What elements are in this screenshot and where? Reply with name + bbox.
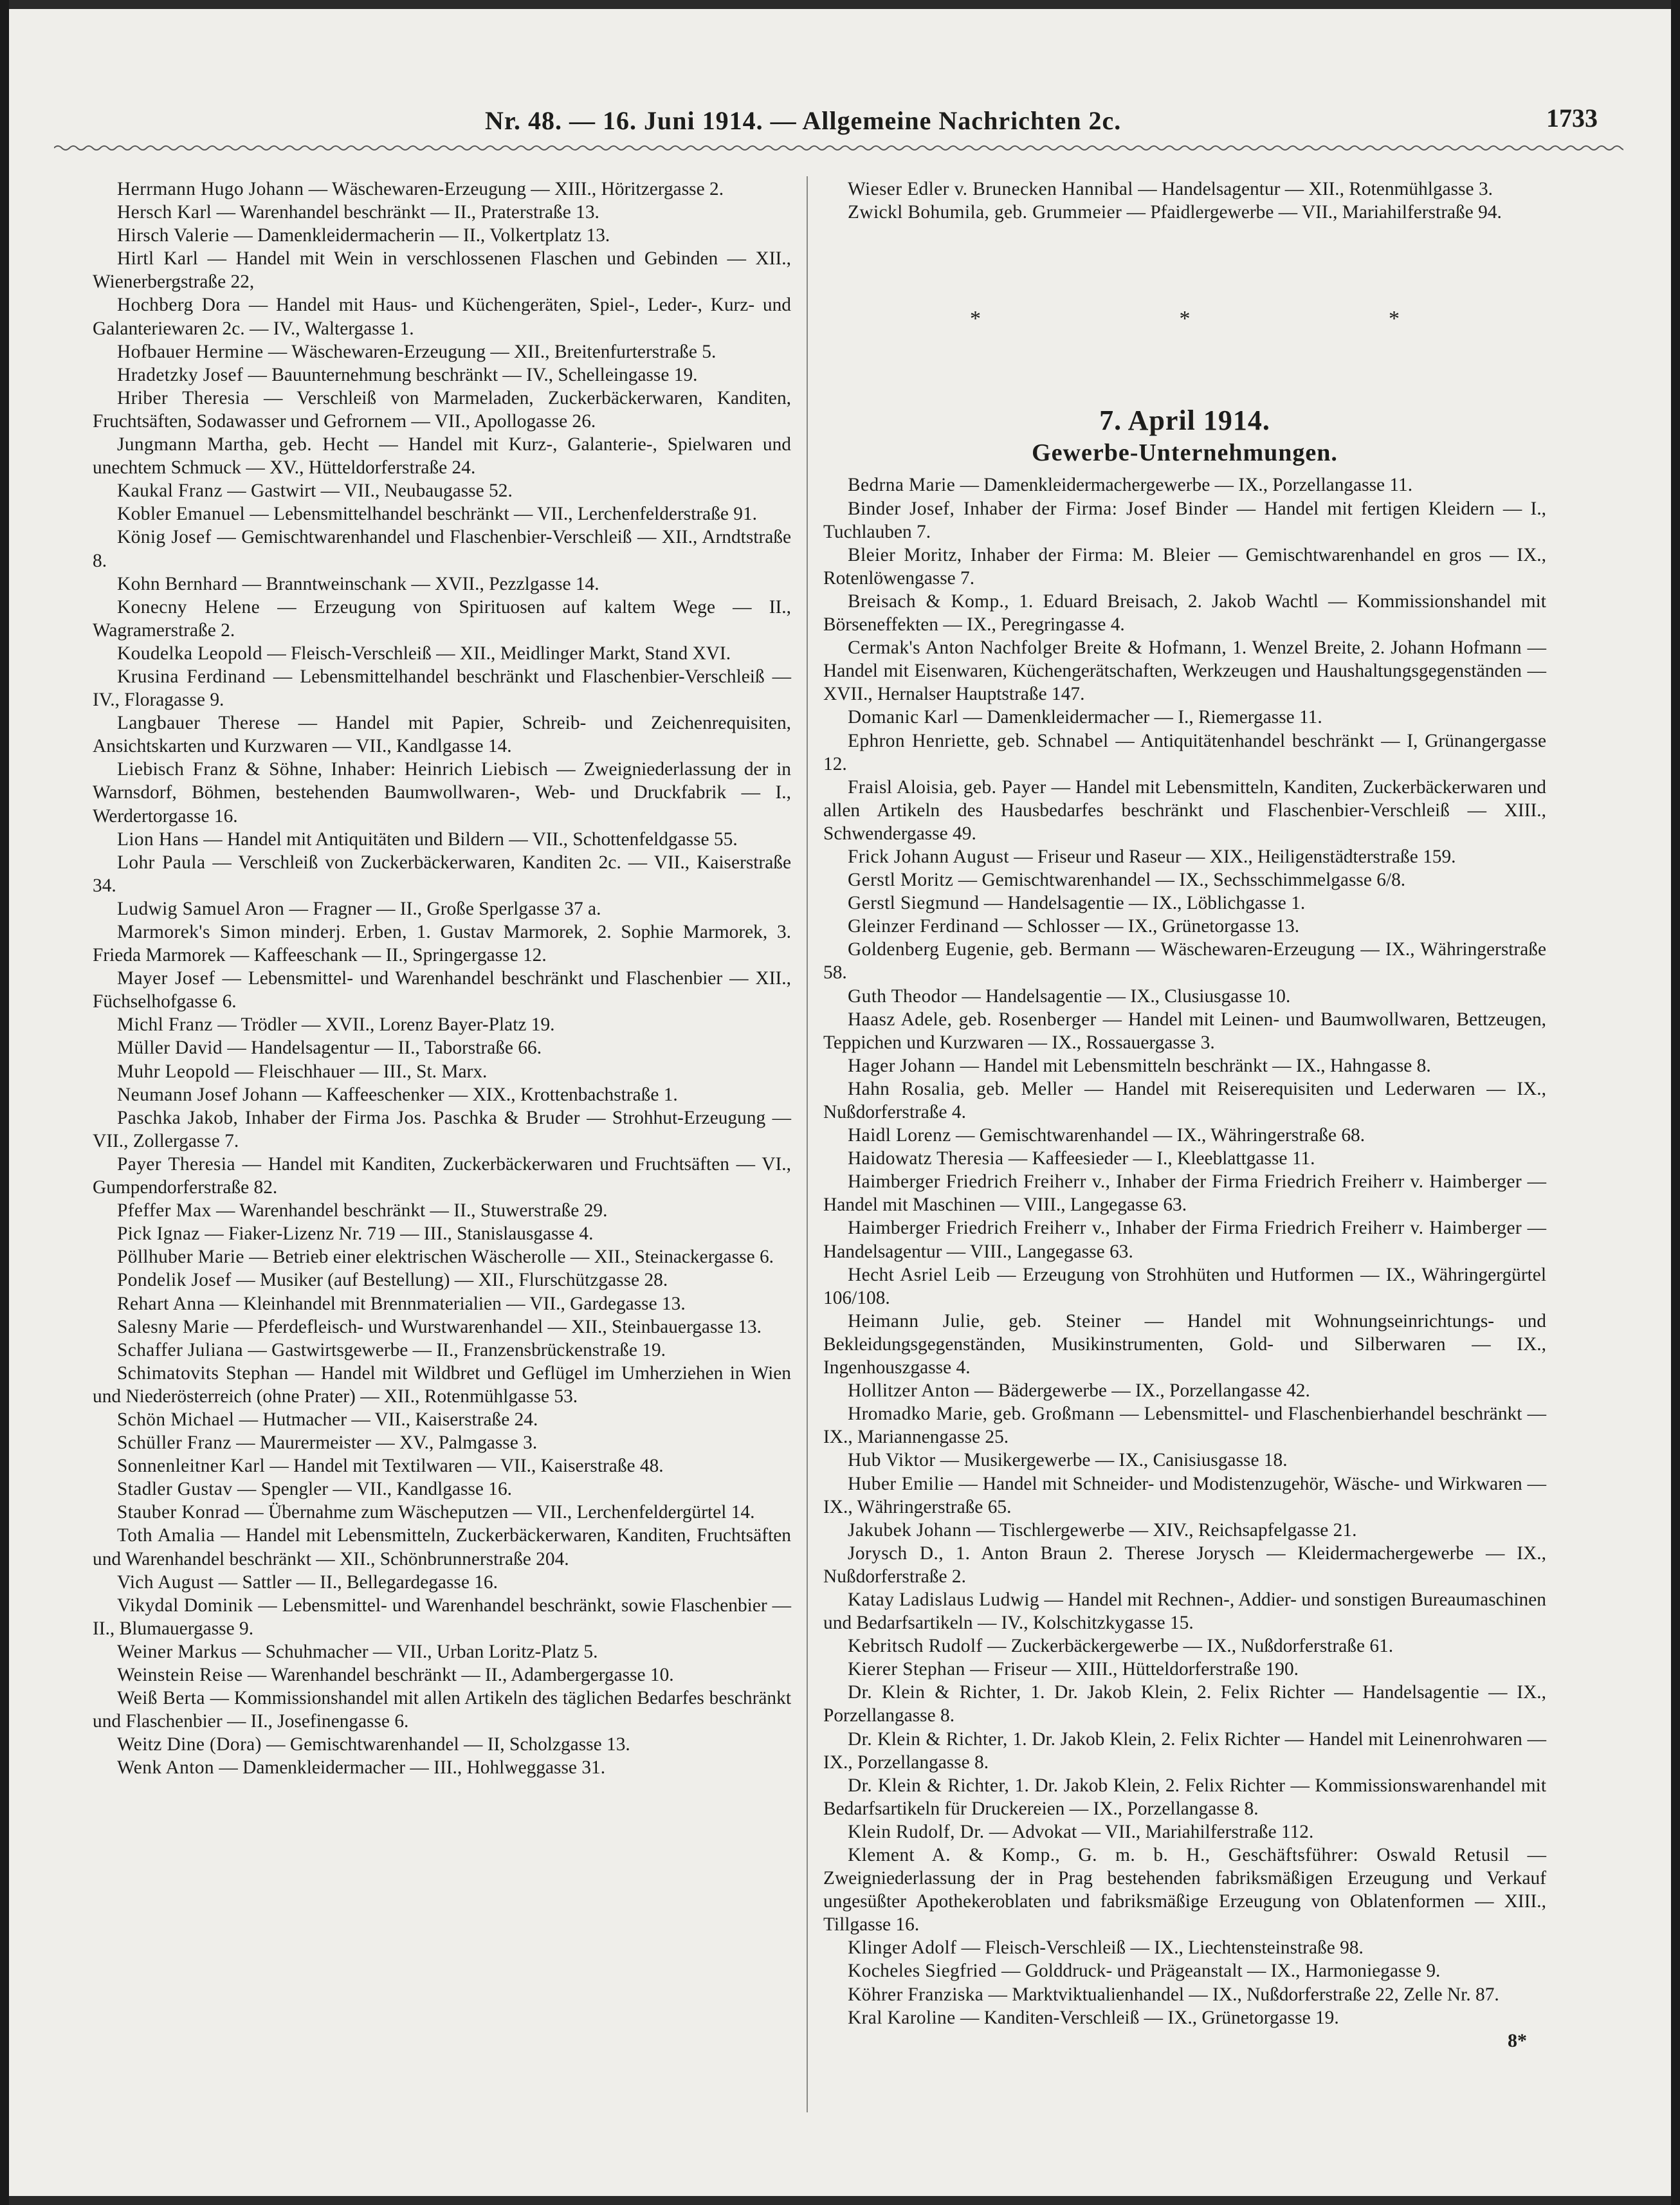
entry-text: 1. Anton Braun 2. Therese Jorysch — Kleidermachergewerbe — IX., Nußdorferstraße 2. bbox=[823, 1542, 1546, 1587]
register-entry bbox=[93, 526, 791, 572]
register-entry bbox=[93, 828, 791, 851]
entry-name: Hochberg Dora bbox=[117, 295, 241, 316]
register-entry bbox=[823, 1844, 1546, 1936]
entry-text: — Branntweinschank — XVII., Pezzlgasse 14. bbox=[242, 573, 599, 594]
entry-name: Hriber Theresia bbox=[117, 387, 250, 408]
entry-text: — Warenhandel beschränkt — II., Praterstraße 13. bbox=[216, 202, 599, 223]
entry-name: Wenk Anton bbox=[117, 1757, 215, 1779]
section-title: Gewerbe-Unternehmungen. bbox=[1032, 439, 1338, 467]
entry-name: Klein Rudolf, Dr. bbox=[848, 1821, 985, 1842]
entry-name: Guth Theodor bbox=[848, 985, 957, 1007]
register-entry bbox=[93, 596, 791, 642]
register-entry bbox=[823, 1263, 1546, 1310]
entry-text: — Hutmacher — VII., Kaiserstraße 24. bbox=[239, 1409, 538, 1430]
entry-name: Pick Ignaz bbox=[117, 1223, 200, 1245]
entry-name: Hub Viktor bbox=[848, 1450, 936, 1471]
entry-text: — Pfaidlergewerbe — VII., Mariahilferstraße 94. bbox=[1126, 202, 1502, 223]
register-entry bbox=[823, 776, 1546, 845]
register-entry bbox=[93, 1571, 791, 1594]
entry-name: Hollitzer Anton bbox=[848, 1380, 970, 1402]
entry-name: Dr. Klein & Richter, bbox=[848, 1728, 1008, 1750]
entry-text: — Damenkleidermachergewerbe — IX., Porzellangasse 11. bbox=[960, 475, 1413, 496]
entry-text: — Damenkleidermacher — III., Hohlweggasse 31. bbox=[219, 1757, 606, 1779]
entry-text: — Trödler — XVII., Lorenz Bayer-Platz 19. bbox=[217, 1014, 555, 1036]
entry-text: — Zweigniederlassung der in Prag bestehenden fabriksmäßigen Erzeugung und Verkauf ungesüßter Apothekeroblaten und fabriksmäßige Erzeugung von Oblatenformen — XIII., Tillgasse 16. bbox=[823, 1845, 1546, 1935]
entry-text: — Wäschewaren-Erzeugung — IX., Währingerstraße 58. bbox=[823, 939, 1546, 984]
entry-name: Haimberger Friedrich Freiherr v., Inhaber der Firma Friedrich Freiherr v. Haimberger bbox=[848, 1171, 1522, 1193]
register-entry bbox=[823, 1681, 1546, 1727]
register-entry bbox=[823, 1216, 1546, 1263]
entry-text: — Kaffeeschenker — XIX., Krottenbachstraße 1. bbox=[302, 1084, 678, 1105]
entry-name: Liebisch Franz & Söhne, Inhaber: Heinrich Liebisch bbox=[117, 759, 549, 780]
entry-name: Koudelka Leopold bbox=[117, 643, 262, 664]
entry-text: — Lebensmittel- und Warenhandel beschränkt und Flaschenbier — XII., Füchselhofgasse 6. bbox=[93, 968, 791, 1012]
entry-name: Sonnenleitner Karl bbox=[117, 1456, 266, 1477]
register-entry bbox=[93, 711, 791, 758]
register-entry bbox=[823, 1008, 1546, 1054]
entry-name: Zwickl Bohumila, geb. Grummeier bbox=[848, 202, 1122, 223]
entry-name: Bedrna Marie bbox=[848, 475, 956, 496]
register-entry bbox=[823, 1379, 1546, 1402]
entry-name: Hahn Rosalia, geb. Meller bbox=[848, 1078, 1073, 1099]
scan-edge-right bbox=[1671, 0, 1680, 2205]
column-divider bbox=[807, 176, 808, 2112]
entry-name: Hager Johann bbox=[848, 1055, 956, 1076]
entry-name: Huber Emilie bbox=[848, 1473, 954, 1494]
entry-name: Pfeffer Max bbox=[117, 1200, 212, 1221]
entry-name: Lion Hans bbox=[117, 828, 199, 850]
register-entry bbox=[823, 201, 1546, 224]
entry-name: Gerstl Siegmund bbox=[848, 893, 980, 914]
entry-text: — Zuckerbäckergewerbe — IX., Nußdorferstraße 61. bbox=[987, 1636, 1394, 1657]
entry-text: — Handel mit Wein in verschlossenen Flaschen und Gebinden — XII., Wienerbergstraße 22, bbox=[93, 248, 791, 293]
register-entry bbox=[823, 1634, 1546, 1658]
entry-name: Katay Ladislaus Ludwig bbox=[848, 1589, 1039, 1610]
entry-name: Jorysch D., bbox=[848, 1542, 944, 1564]
right-column-top-entries bbox=[823, 178, 1546, 224]
entry-name: Marmorek's Simon minderj. Erben, bbox=[117, 922, 407, 942]
entry-name: Köhrer Franziska bbox=[848, 1984, 984, 2005]
register-entry bbox=[93, 897, 791, 920]
page-header bbox=[54, 99, 1623, 148]
entry-text: — Handel mit Papier, Schreib- und Zeichenrequisiten, Ansichtskarten und Kurzwaren — VII., Kandlgasse 14. bbox=[93, 713, 792, 757]
header-wavy-rule bbox=[54, 143, 1623, 153]
register-entry bbox=[823, 1728, 1546, 1774]
entry-text: — Kanditen-Verschleiß — IX., Grünetorgasse 19. bbox=[960, 2007, 1339, 2028]
register-entry bbox=[93, 1663, 791, 1687]
entry-name: Frick Johann August bbox=[848, 846, 1009, 867]
entry-text: — Fleisch-Verschleiß — IX., Liechtensteinstraße 98. bbox=[961, 1937, 1364, 1959]
entry-text: — Damenkleidermacher — I., Riemergasse 11. bbox=[963, 707, 1322, 728]
register-entry bbox=[823, 1310, 1546, 1379]
entry-text: — Warenhandel beschränkt — II., Stuwerstraße 29. bbox=[216, 1200, 608, 1221]
left-column bbox=[93, 178, 791, 1779]
entry-text: — Handel mit Antiquitäten und Bildern — VII., Schottenfeldgasse 55. bbox=[203, 828, 738, 850]
entry-text: — Verschleiß von Marmeladen, Zuckerbäckerwaren, Kanditen, Fruchtsäften, Sodawasser und Gefrornem — VII., Apollogasse 26. bbox=[93, 387, 791, 432]
register-entry bbox=[823, 1054, 1546, 1077]
entry-name: Payer Theresia bbox=[117, 1153, 235, 1175]
register-entry bbox=[93, 758, 791, 827]
entry-text: — Tischlergewerbe — XIV., Reichsapfelgasse 21. bbox=[976, 1519, 1357, 1541]
entry-text: — Handel mit Kurz-, Galanterie-, Spielwaren und unechtem Schmuck — XV., Hütteldorferstraße 24. bbox=[93, 434, 791, 479]
register-entry bbox=[823, 1542, 1546, 1588]
entry-name: Kaukal Franz bbox=[117, 480, 223, 502]
entry-name: Klinger Adolf bbox=[848, 1937, 957, 1959]
entry-name: Kierer Stephan bbox=[848, 1659, 965, 1680]
entry-text: — Lebensmittel- und Warenhandel beschränkt, sowie Flaschenbier — II., Blumauergasse 9. bbox=[93, 1595, 791, 1639]
entry-text: — Lebensmittelhandel beschränkt — VII., Lerchenfelderstraße 91. bbox=[250, 504, 758, 525]
entry-text: — Schlosser — IX., Grünetorgasse 13. bbox=[1003, 916, 1300, 937]
register-entry bbox=[93, 665, 791, 711]
register-entry bbox=[93, 1013, 791, 1036]
entry-name: Hirsch Valerie bbox=[117, 225, 229, 246]
entry-text: 1. Gustav Marmorek, 2. Sophie Marmorek, 3. Frieda Marmorek — Kaffeeschank — II., Springergasse 12. bbox=[93, 922, 791, 966]
entry-name: Schön Michael bbox=[117, 1409, 235, 1430]
entry-text: — Bauunternehmung beschränkt — IV., Schelleingasse 19. bbox=[248, 364, 698, 385]
register-entry bbox=[93, 1083, 791, 1106]
entry-name: König Josef bbox=[117, 527, 212, 548]
register-entry bbox=[93, 1756, 791, 1779]
entry-text: — Handelsagentie — IX., Clusiusgasse 10. bbox=[962, 985, 1291, 1007]
entry-name: Weiß Berta bbox=[117, 1688, 205, 1709]
entry-name: Hersch Karl bbox=[117, 202, 212, 223]
register-entry bbox=[93, 363, 791, 387]
entry-text: — Kaffeesieder — I., Kleeblattgasse 11. bbox=[1008, 1148, 1315, 1169]
entry-name: Klement A. & Komp., G. m. b. H., Geschäftsführer: Oswald Retusil bbox=[848, 1845, 1510, 1865]
entry-text: — Gemischtwarenhandel — IX., Sechsschimmelgasse 6/8. bbox=[958, 870, 1406, 891]
entry-text: — Handel mit Kanditen, Zuckerbäckerwaren und Fruchtsäften — VI., Gumpendorferstraße 82. bbox=[93, 1153, 791, 1198]
entry-name: Hromadko Marie, geb. Großmann bbox=[848, 1404, 1115, 1425]
entry-text: — Gemischtwarenhandel en gros — IX., Rotenlöwengasse 7. bbox=[823, 544, 1546, 589]
register-entry bbox=[823, 985, 1546, 1008]
entry-name: Gerstl Moritz bbox=[848, 870, 954, 891]
scan-edge-left bbox=[0, 0, 9, 2205]
entry-text: — Handel mit Lebensmitteln, Zuckerbäckerwaren, Kanditen, Fruchtsäften und Warenhandel beschränkt — XII., Schönbrunnerstraße 204. bbox=[93, 1525, 791, 1569]
entry-name: Pondelik Josef bbox=[117, 1270, 232, 1291]
register-entry bbox=[823, 590, 1546, 636]
entry-text: — Lebensmittel- und Flaschenbierhandel beschränkt — IX., Mariannengasse 25. bbox=[823, 1404, 1546, 1448]
newspaper-page bbox=[9, 9, 1671, 2196]
register-entry bbox=[93, 1431, 791, 1454]
entry-name: Salesny Marie bbox=[117, 1316, 230, 1337]
register-entry bbox=[823, 1936, 1546, 1959]
register-entry bbox=[93, 642, 791, 665]
register-entry bbox=[823, 868, 1546, 892]
section-separator: * * * bbox=[970, 307, 1496, 331]
register-entry bbox=[93, 1501, 791, 1524]
entry-text: — Friseur — XIII., Hütteldorferstraße 190. bbox=[970, 1659, 1299, 1680]
entry-text: — Fleischhauer — III., St. Marx. bbox=[234, 1061, 488, 1082]
entry-text: — Handelsagentur — VIII., Langegasse 63. bbox=[823, 1218, 1546, 1262]
register-entry bbox=[93, 1292, 791, 1315]
entry-text: — Erzeugung von Spirituosen auf kaltem Wege — II., Wagramerstraße 2. bbox=[93, 596, 792, 641]
register-entry bbox=[93, 1640, 791, 1663]
register-entry bbox=[823, 938, 1546, 984]
register-entry bbox=[93, 967, 791, 1013]
entry-text: — Fiaker-Lizenz Nr. 719 — III., Stanislausgasse 4. bbox=[205, 1223, 594, 1245]
entry-name: Ephron Henriette, geb. Schnabel bbox=[848, 730, 1109, 751]
register-entry bbox=[823, 1472, 1546, 1519]
register-entry bbox=[823, 1449, 1546, 1472]
entry-name: Paschka Jakob, Inhaber der Firma Jos. Paschka & Bruder bbox=[117, 1107, 580, 1128]
entry-text: — Wäschewaren-Erzeugung — XII., Breitenfurterstraße 5. bbox=[268, 341, 717, 362]
register-entry bbox=[823, 706, 1546, 729]
register-entry bbox=[823, 473, 1546, 497]
entry-name: Hecht Asriel Leib bbox=[848, 1264, 991, 1285]
entry-text: — Wäschewaren-Erzeugung — XIII., Höritzergasse 2. bbox=[308, 179, 724, 199]
register-entry bbox=[93, 1060, 791, 1083]
entry-name: Kobler Emanuel bbox=[117, 504, 246, 525]
register-entry bbox=[93, 1199, 791, 1222]
register-entry bbox=[93, 572, 791, 596]
register-entry bbox=[823, 1147, 1546, 1170]
header-title: Nr. 48. — 16. Juni 1914. — Allgemeine Nachrichten 2c. bbox=[485, 106, 1122, 135]
register-entry bbox=[823, 1983, 1546, 2006]
entry-text: 1. Dr. Jakob Klein, 2. Felix Richter — Handel mit Leinenrohwaren — IX., Porzellangasse 8. bbox=[823, 1728, 1546, 1773]
register-entry bbox=[93, 293, 791, 340]
register-entry bbox=[823, 1774, 1546, 1820]
entry-name: Langbauer Therese bbox=[117, 713, 280, 734]
entry-name: Domanic Karl bbox=[848, 707, 959, 728]
register-entry bbox=[93, 247, 791, 293]
entry-text: — Gemischtwarenhandel und Flaschenbier-Verschleiß — XII., Arndtstraße 8. bbox=[93, 527, 792, 571]
entry-name: Jungmann Martha, geb. Hecht bbox=[117, 434, 369, 455]
register-entry bbox=[93, 1362, 791, 1408]
entry-text: — Handel mit Reiserequisiten und Lederwaren — IX., Nußdorferstraße 4. bbox=[823, 1078, 1546, 1122]
entry-text: — Betrieb einer elektrischen Wäscherolle — XII., Steinackergasse 6. bbox=[249, 1247, 774, 1268]
register-entry bbox=[823, 915, 1546, 938]
register-entry bbox=[93, 1594, 791, 1640]
register-entry bbox=[93, 224, 791, 247]
entry-text: — Maurermeister — XV., Palmgasse 3. bbox=[236, 1432, 538, 1454]
entry-name: Müller David bbox=[117, 1038, 223, 1059]
register-entry bbox=[93, 340, 791, 363]
entry-text: — Friseur und Raseur — XIX., Heiligenstädterstraße 159. bbox=[1014, 846, 1456, 867]
entry-text: — Fragner — II., Große Sperlgasse 37 a. bbox=[289, 898, 601, 919]
register-entry bbox=[93, 1524, 791, 1570]
register-entry bbox=[93, 1036, 791, 1059]
register-entry bbox=[93, 1687, 791, 1733]
entry-name: Dr. Klein & Richter, bbox=[848, 1775, 1010, 1796]
register-entry bbox=[93, 502, 791, 526]
entry-name: Herrmann Hugo Johann bbox=[117, 179, 304, 199]
entry-name: Kebritsch Rudolf bbox=[848, 1636, 983, 1657]
entry-name: Dr. Klein & Richter, bbox=[848, 1682, 1021, 1703]
entry-text: — Kleinhandel mit Brennmaterialien — VII., Gardegasse 13. bbox=[219, 1293, 686, 1314]
entry-name: Weitz Dine (Dora) bbox=[117, 1734, 262, 1755]
entry-name: Hirtl Karl bbox=[117, 248, 199, 270]
register-entry bbox=[93, 1106, 791, 1153]
entry-text: — Handel mit fertigen Kleidern — I., Tuchlauben 7. bbox=[823, 498, 1547, 542]
entry-text: — Marktviktualienhandel — IX., Nußdorferstraße 22, Zelle Nr. 87. bbox=[988, 1984, 1499, 2005]
register-entry bbox=[823, 1077, 1546, 1124]
register-entry bbox=[823, 729, 1546, 776]
register-entry bbox=[93, 433, 791, 479]
register-entry bbox=[93, 1315, 791, 1339]
entry-text: — Handelsagentie — IX., Löblichgasse 1. bbox=[983, 893, 1306, 914]
register-entry bbox=[93, 1222, 791, 1245]
register-entry bbox=[823, 1588, 1546, 1634]
entry-text: — Übernahme zum Wäscheputzen — VII., Lerchenfeldergürtel 14. bbox=[244, 1502, 755, 1523]
register-entry bbox=[823, 1170, 1546, 1216]
entry-name: Muhr Leopold bbox=[117, 1061, 230, 1082]
entry-text: — Gastwirtsgewerbe — II., Franzensbrückenstraße 19. bbox=[248, 1339, 666, 1360]
entry-text: — Handel mit Lebensmitteln, Kanditen, Zuckerbäckerwaren und allen Artikeln des Hausbedarfes beschränkt und Flaschenbier-Verschleiß — XIII., Schwendergasse 49. bbox=[823, 776, 1546, 844]
entry-text: — Handelsagentur — II., Taborstraße 66. bbox=[227, 1038, 542, 1059]
entry-text: — Handel mit Wildbret und Geflügel im Umherziehen in Wien und Niederösterreich (ohne Prater) — XII., Rotenmühlgasse 53. bbox=[93, 1362, 791, 1407]
register-entry bbox=[823, 1402, 1546, 1449]
entry-name: Schüller Franz bbox=[117, 1432, 232, 1454]
entry-name: Wieser Edler v. Brunecken Hannibal bbox=[848, 179, 1133, 199]
register-entry bbox=[823, 2006, 1546, 2029]
page-number: 1733 bbox=[1546, 104, 1598, 133]
entry-text: 1. Wenzel Breite, 2. Johann Hofmann — Handel mit Eisenwaren, Küchengerätschaften, Werkzeugen und Haushaltungsgegenständen — XVII., Hernalser Hauptstraße 147. bbox=[823, 637, 1546, 705]
entry-text: — Fleisch-Verschleiß — XII., Meidlinger Markt, Stand XVI. bbox=[267, 643, 731, 664]
entry-text: — Erzeugung von Strohhüten und Hutformen — IX., Währingergürtel 106/108. bbox=[823, 1264, 1546, 1308]
register-entry bbox=[93, 1153, 791, 1199]
entry-name: Hradetzky Josef bbox=[117, 364, 244, 385]
entry-text: 1. Dr. Jakob Klein, 2. Felix Richter — Kommissionswarenhandel mit Bedarfsartikeln für Druckereien — IX., Porzellangasse 8. bbox=[823, 1775, 1546, 1819]
entry-name: Schimatovits Stephan bbox=[117, 1362, 289, 1384]
entry-name: Weiner Markus bbox=[117, 1641, 237, 1662]
register-entry bbox=[823, 178, 1546, 201]
entry-name: Bleier Moritz, Inhaber der Firma: M. Bleier bbox=[848, 544, 1210, 565]
entry-text: — Damenkleidermacherin — II., Volkertplatz 13. bbox=[233, 225, 610, 246]
entry-name: Schaffer Juliana bbox=[117, 1339, 244, 1360]
entry-text: — Strohhut-Erzeugung — VII., Zollergasse 7. bbox=[93, 1107, 791, 1151]
register-entry bbox=[93, 1478, 791, 1501]
register-entry bbox=[93, 201, 791, 224]
entry-name: Hofbauer Hermine bbox=[117, 341, 264, 362]
right-column bbox=[823, 178, 1546, 2053]
entry-text: — Lebensmittelhandel beschränkt und Flaschenbier-Verschleiß — IV., Floragasse 9. bbox=[93, 666, 791, 711]
entry-text: — Handel mit Leinen- und Baumwollwaren, Bettzeugen, Teppichen und Kurzwaren — IX., Rossauergasse 3. bbox=[823, 1009, 1546, 1053]
entry-name: Gleinzer Ferdinand bbox=[848, 916, 999, 937]
entry-text: — Handel mit Maschinen — VIII., Langegasse 63. bbox=[823, 1171, 1546, 1216]
entry-text: — Sattler — II., Bellegardegasse 16. bbox=[218, 1571, 498, 1593]
register-entry bbox=[93, 920, 791, 967]
register-entry bbox=[823, 1959, 1546, 1982]
register-entry bbox=[823, 1124, 1546, 1147]
register-entry bbox=[93, 1733, 791, 1756]
entry-name: Mayer Josef bbox=[117, 968, 215, 989]
register-entry bbox=[823, 497, 1546, 544]
register-entry bbox=[823, 1658, 1546, 1681]
entry-text: — Kommissionshandel mit allen Artikeln des täglichen Bedarfes beschränkt und Flaschenbier — II., Josefinengasse 6. bbox=[93, 1688, 791, 1732]
entry-text: 1. Dr. Jakob Klein, 2. Felix Richter — Handelsagentie — IX., Porzellangasse 8. bbox=[823, 1682, 1546, 1726]
entry-name: Jakubek Johann bbox=[848, 1519, 972, 1541]
register-entry bbox=[93, 479, 791, 502]
register-entry bbox=[93, 1339, 791, 1362]
entry-name: Stadler Gustav bbox=[117, 1479, 233, 1500]
entry-name: Haasz Adele, geb. Rosenberger bbox=[848, 1009, 1097, 1030]
entry-text: — Pferdefleisch- und Wurstwarenhandel — XII., Steinbauergasse 13. bbox=[233, 1316, 762, 1337]
entry-text: — Gemischtwarenhandel — II, Scholzgasse 13. bbox=[266, 1734, 630, 1755]
entry-text: — Handel mit Rechnen-, Addier- und sonstigen Bureaumaschinen und Bedarfsartikeln — IV., Kolschitzkygasse 15. bbox=[823, 1589, 1546, 1634]
entry-name: Michl Franz bbox=[117, 1014, 213, 1036]
entry-name: Lohr Paula bbox=[117, 852, 206, 873]
entry-text: — Musiker (auf Bestellung) — XII., Flurschützgasse 28. bbox=[236, 1270, 668, 1291]
entry-name: Vikydal Dominik bbox=[117, 1595, 253, 1616]
entry-text: — Handel mit Lebensmitteln beschränkt — IX., Hahngasse 8. bbox=[960, 1055, 1431, 1076]
entry-name: Konecny Helene bbox=[117, 596, 260, 618]
register-entry bbox=[93, 178, 791, 201]
entry-name: Haidl Lorenz bbox=[848, 1125, 951, 1146]
register-entry bbox=[823, 636, 1546, 706]
register-entry bbox=[93, 1268, 791, 1292]
entry-name: Cermak's Anton Nachfolger Breite & Hofmann, bbox=[848, 637, 1227, 659]
register-entry bbox=[93, 1408, 791, 1431]
register-entry bbox=[823, 892, 1546, 915]
entry-text: — Gemischtwarenhandel — IX., Währingerstraße 68. bbox=[956, 1125, 1365, 1146]
entry-name: Haidowatz Theresia bbox=[848, 1148, 1004, 1169]
entry-name: Krusina Ferdinand bbox=[117, 666, 266, 687]
entry-text: — Warenhandel beschränkt — II., Adambergergasse 10. bbox=[247, 1665, 674, 1685]
entry-text: 1. Eduard Breisach, 2. Jakob Wachtl — Kommissionshandel mit Börseneffekten — IX., Peregringasse 4. bbox=[823, 590, 1546, 636]
entry-text: — Verschleiß von Zuckerbäckerwaren, Kanditen 2c. — VII., Kaiserstraße 34. bbox=[93, 852, 791, 896]
entry-name: Toth Amalia bbox=[117, 1525, 215, 1546]
entry-text: — Handel mit Textilwaren — VII., Kaiserstraße 48. bbox=[269, 1456, 664, 1477]
entry-name: Heimann Julie, geb. Steiner bbox=[848, 1310, 1121, 1331]
entry-text: — Handel mit Haus- und Küchengeräten, Spiel-, Leder-, Kurz- und Galanteriewaren 2c. — IV., Waltergasse 1. bbox=[93, 295, 791, 339]
entry-text: — Musikergewerbe — IX., Canisiusgasse 18. bbox=[940, 1450, 1288, 1471]
register-entry bbox=[93, 387, 791, 433]
register-entry bbox=[823, 1519, 1546, 1542]
register-entry bbox=[823, 544, 1546, 590]
right-column-section-entries bbox=[823, 473, 1546, 2029]
register-entry bbox=[93, 851, 791, 897]
entry-name: Binder Josef, Inhaber der Firma: Josef Binder bbox=[848, 498, 1228, 519]
register-entry bbox=[823, 1820, 1546, 1844]
entry-text: — Antiquitätenhandel beschränkt — I, Grünangergasse 12. bbox=[823, 730, 1547, 774]
entry-text: — Golddruck- und Prägeanstalt — IX., Harmoniegasse 9. bbox=[1001, 1961, 1441, 1982]
entry-name: Ludwig Samuel Aron bbox=[117, 898, 285, 919]
entry-name: Rehart Anna bbox=[117, 1293, 215, 1314]
entry-text: — Spengler — VII., Kandlgasse 16. bbox=[237, 1479, 513, 1500]
signature-mark: 8* bbox=[1508, 2029, 1527, 2051]
entry-text: — Handel mit Schneider- und Modistenzugehör, Wäsche- und Wirkwaren — IX., Währingerstraße 65. bbox=[823, 1473, 1547, 1517]
entry-name: Fraisl Aloisia, geb. Payer bbox=[848, 776, 1046, 798]
entry-name: Stauber Konrad bbox=[117, 1502, 240, 1523]
register-entry bbox=[93, 1454, 791, 1478]
entry-text: — Bädergewerbe — IX., Porzellangasse 42. bbox=[974, 1380, 1310, 1402]
entry-name: Weinstein Reise bbox=[117, 1665, 243, 1685]
register-entry bbox=[93, 1245, 791, 1268]
entry-name: Breisach & Komp., bbox=[848, 590, 1010, 612]
entry-name: Kral Karoline bbox=[848, 2007, 956, 2028]
entry-text: — Handelsagentur — XII., Rotenmühlgasse 3. bbox=[1138, 179, 1493, 199]
entry-text: — Handel mit Wohnungseinrichtungs- und Bekleidungsgegenständen, Musikinstrumenten, Gold- und Silberwaren — IX., Ingenhouszgasse 4. bbox=[823, 1310, 1546, 1378]
entry-name: Kocheles Siegfried bbox=[848, 1961, 997, 1982]
entry-name: Pöllhuber Marie bbox=[117, 1247, 244, 1268]
entry-name: Haimberger Friedrich Freiherr v., Inhaber der Firma Friedrich Freiherr v. Haimberger bbox=[848, 1218, 1522, 1239]
entry-text: — Gastwirt — VII., Neubaugasse 52. bbox=[227, 480, 513, 502]
register-entry bbox=[823, 845, 1546, 868]
entry-name: Goldenberg Eugenie, geb. Bermann bbox=[848, 939, 1131, 960]
entry-name: Neumann Josef Johann bbox=[117, 1084, 298, 1105]
entry-name: Kohn Bernhard bbox=[117, 573, 238, 594]
section-date: 7. April 1914. bbox=[1099, 405, 1270, 437]
entry-text: — Schuhmacher — VII., Urban Loritz-Platz 5. bbox=[241, 1641, 598, 1662]
entry-text: — Advokat — VII., Mariahilferstraße 112. bbox=[989, 1821, 1314, 1842]
entry-text: — Zweigniederlassung der in Warnsdorf, Böhmen, bestehenden Baumwollwaren-, Web- und Druckfabrik — I., Werdertorgasse 16. bbox=[93, 759, 791, 827]
entry-name: Vich August bbox=[117, 1571, 214, 1593]
